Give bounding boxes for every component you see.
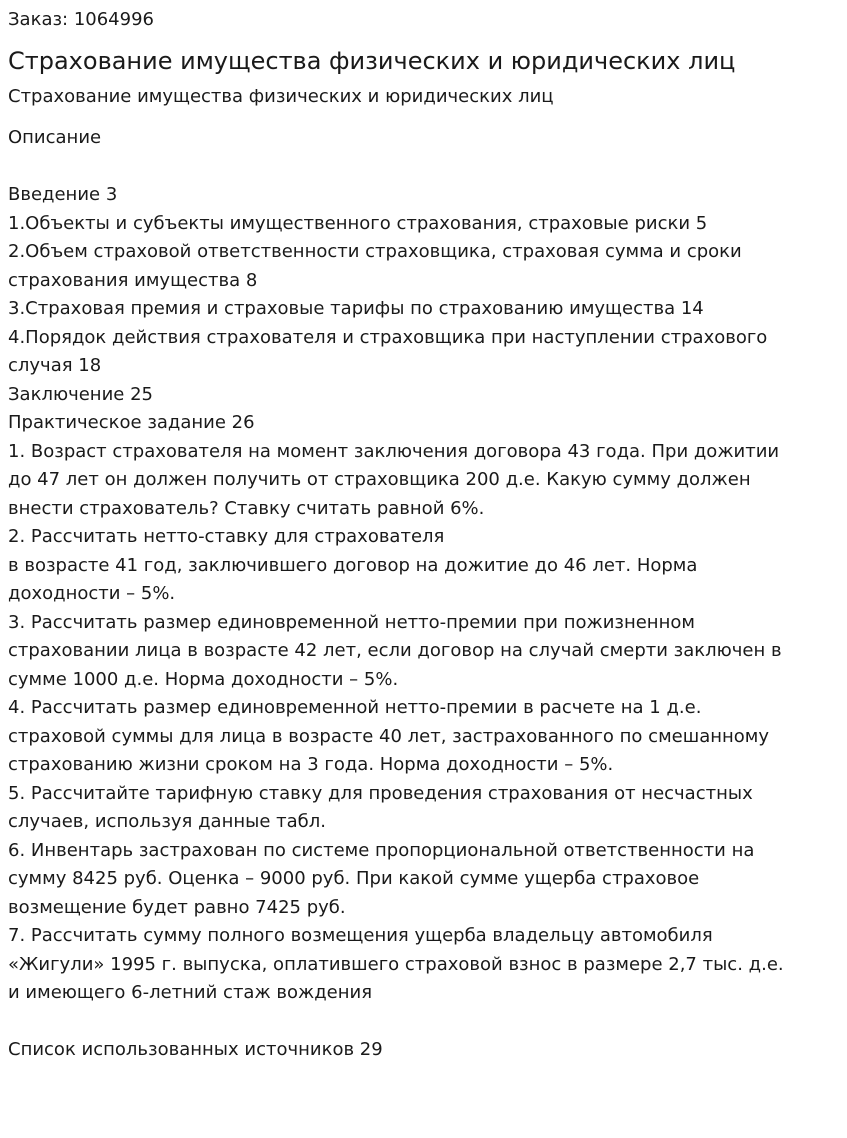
content-line: «Жигули» 1995 г. выпуска, оплатившего страховой взнос в размере 2,7 тыс. д.е. (8, 953, 784, 975)
content-line (8, 1008, 839, 1037)
content-line: Введение 3 (8, 184, 118, 205)
content-line: 4. Рассчитать размер единовременной нетто-премии в расчете на 1 д.е. (8, 697, 702, 718)
content-line: и имеющего 6-летний стаж вождения (8, 982, 373, 1003)
content-line: 1. Возраст страхователя на момент заключения договора 43 года. При дожитии (8, 440, 780, 462)
content-line: возмещение будет равно 7425 руб. (8, 896, 346, 918)
content-line: Заключение 25 (8, 383, 153, 405)
page-title: Страхование имущества физических и юридических лиц (8, 47, 736, 75)
content-line: сумме 1000 д.е. Норма доходности – 5%. (8, 668, 399, 690)
content-line: страховой суммы для лица в возрасте 40 лет, застрахованного по смешанному (8, 725, 770, 747)
content-line: 7. Рассчитать сумму полного возмещения ущерба владельцу автомобиля (8, 925, 713, 946)
content-line: страхования имущества 8 (8, 269, 258, 291)
description-heading: Описание (8, 127, 102, 148)
content-line: внести страхователь? Ставку считать равной 6%. (8, 497, 485, 519)
content-line: случая 18 (8, 355, 102, 376)
content-line: доходности – 5%. (8, 583, 176, 604)
content-line: 2.Объем страховой ответственности страховщика, страховая сумма и сроки (8, 241, 742, 262)
description-content (8, 181, 839, 1065)
content-line: сумму 8425 руб. Оценка – 9000 руб. При какой сумме ущерба страховое (8, 868, 700, 889)
content-line: Практическое задание 26 (8, 412, 255, 433)
content-line: 3. Рассчитать размер единовременной нетто-премии при пожизненном (8, 611, 695, 633)
content-line: 6. Инвентарь застрахован по системе пропорциональной ответственности на (8, 839, 755, 861)
content-line: 2. Рассчитать нетто-ставку для страхователя (8, 526, 445, 547)
content-line: до 47 лет он должен получить от страховщика 200 д.е. Какую сумму должен (8, 469, 751, 490)
page-subtitle: Страхование имущества физических и юридических лиц (8, 86, 554, 107)
order-number: Заказ: 1064996 (8, 9, 154, 30)
content-line: 5. Рассчитайте тарифную ставку для проведения страхования от несчастных (8, 782, 753, 804)
content-line: в возрасте 41 год, заключившего договор на дожитие до 46 лет. Норма (8, 554, 698, 576)
content-line: страхованию жизни сроком на 3 года. Норма доходности – 5%. (8, 754, 614, 775)
content-line: 3.Страховая премия и страховые тарифы по страхованию имущества 14 (8, 298, 704, 319)
content-line: случаев, используя данные табл. (8, 811, 326, 832)
content-line: Список использованных источников 29 (8, 1039, 383, 1060)
content-line: 4.Порядок действия страхователя и страховщика при наступлении страхового (8, 326, 768, 348)
content-line: страховании лица в возрасте 42 лет, если договор на случай смерти заключен в (8, 640, 782, 661)
content-line: 1.Объекты и субъекты имущественного страхования, страховые риски 5 (8, 212, 708, 234)
